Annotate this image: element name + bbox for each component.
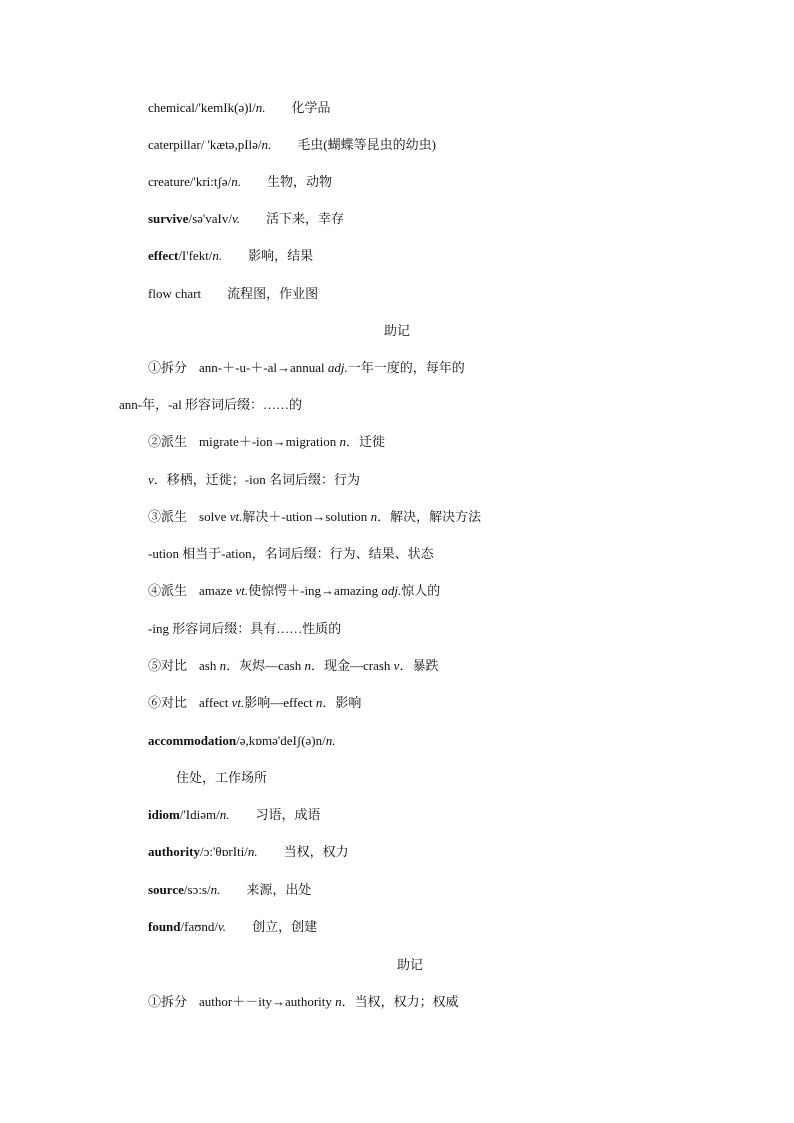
vocab-entry-survive: survive/sə'vaIv/v. 活下来，幸存: [148, 211, 345, 226]
mnemonic-line: -ing 形容词后缀：具有……性质的: [148, 621, 342, 636]
vocab-entry-effect: effect/I'fekt/n. 影响，结果: [148, 248, 314, 263]
mnemonic-line: -ution 相当于-ation，名词后缀：行为、结果、状态: [148, 546, 434, 561]
mnemonic-title: 助记: [383, 323, 410, 338]
mnemonic-line: ⑤对比 ash n．灰烬—cash n．现金—crash v．暴跌: [148, 658, 439, 673]
vocab-meaning-accommodation: 住处，工作场所: [176, 770, 268, 785]
vocab-entry-accommodation: accommodation/ə,kɒmə'deIʃ(ə)n/n.: [148, 733, 336, 748]
mnemonic-line: ②派生 migrate＋-ion→migration n．迁徙: [148, 434, 385, 449]
vocab-entry-idiom: idiom/'Idiəm/n. 习语，成语: [148, 807, 321, 822]
mnemonic-title: 助记: [397, 957, 424, 972]
vocab-entry-found: found/faʊnd/v. 创立，创建: [148, 919, 318, 934]
vocab-entry-flow-chart: flow chart 流程图，作业图: [148, 286, 319, 301]
mnemonic-line: ①拆分 ann-＋-u-＋-al→annual adj.一年一度的，每年的: [148, 360, 465, 375]
vocab-entry-caterpillar: caterpillar/ 'kætə,pIlə/n. 毛虫(蝴蝶等昆虫的幼虫): [148, 137, 436, 152]
mnemonic-line: ③派生 solve vt.解决＋-ution→solution n．解决，解决方法: [148, 509, 482, 524]
mnemonic-line: v．移栖，迁徙；-ion 名词后缀：行为: [148, 472, 360, 487]
mnemonic-line: ⑥对比 affect vt.影响—effect n．影响: [148, 695, 362, 710]
vocab-entry-source: source/sɔ:s/n. 来源，出处: [148, 882, 312, 897]
mnemonic-line: ④派生 amaze vt.使惊愕＋-ing→amazing adj.惊人的: [148, 583, 441, 598]
mnemonic-line: ①拆分 author＋－ity→authority n．当权，权力；权威: [148, 994, 459, 1009]
vocab-entry-authority: authority/ɔ:'θɒrIti/n. 当权，权力: [148, 844, 349, 859]
mnemonic-line: ann-年，-al 形容词后缀：……的: [119, 397, 303, 412]
vocab-entry-chemical: chemical/'kemIk(ə)l/n. 化学品: [148, 100, 331, 115]
vocab-entry-creature: creature/'kri:tʃə/n. 生物，动物: [148, 174, 332, 189]
